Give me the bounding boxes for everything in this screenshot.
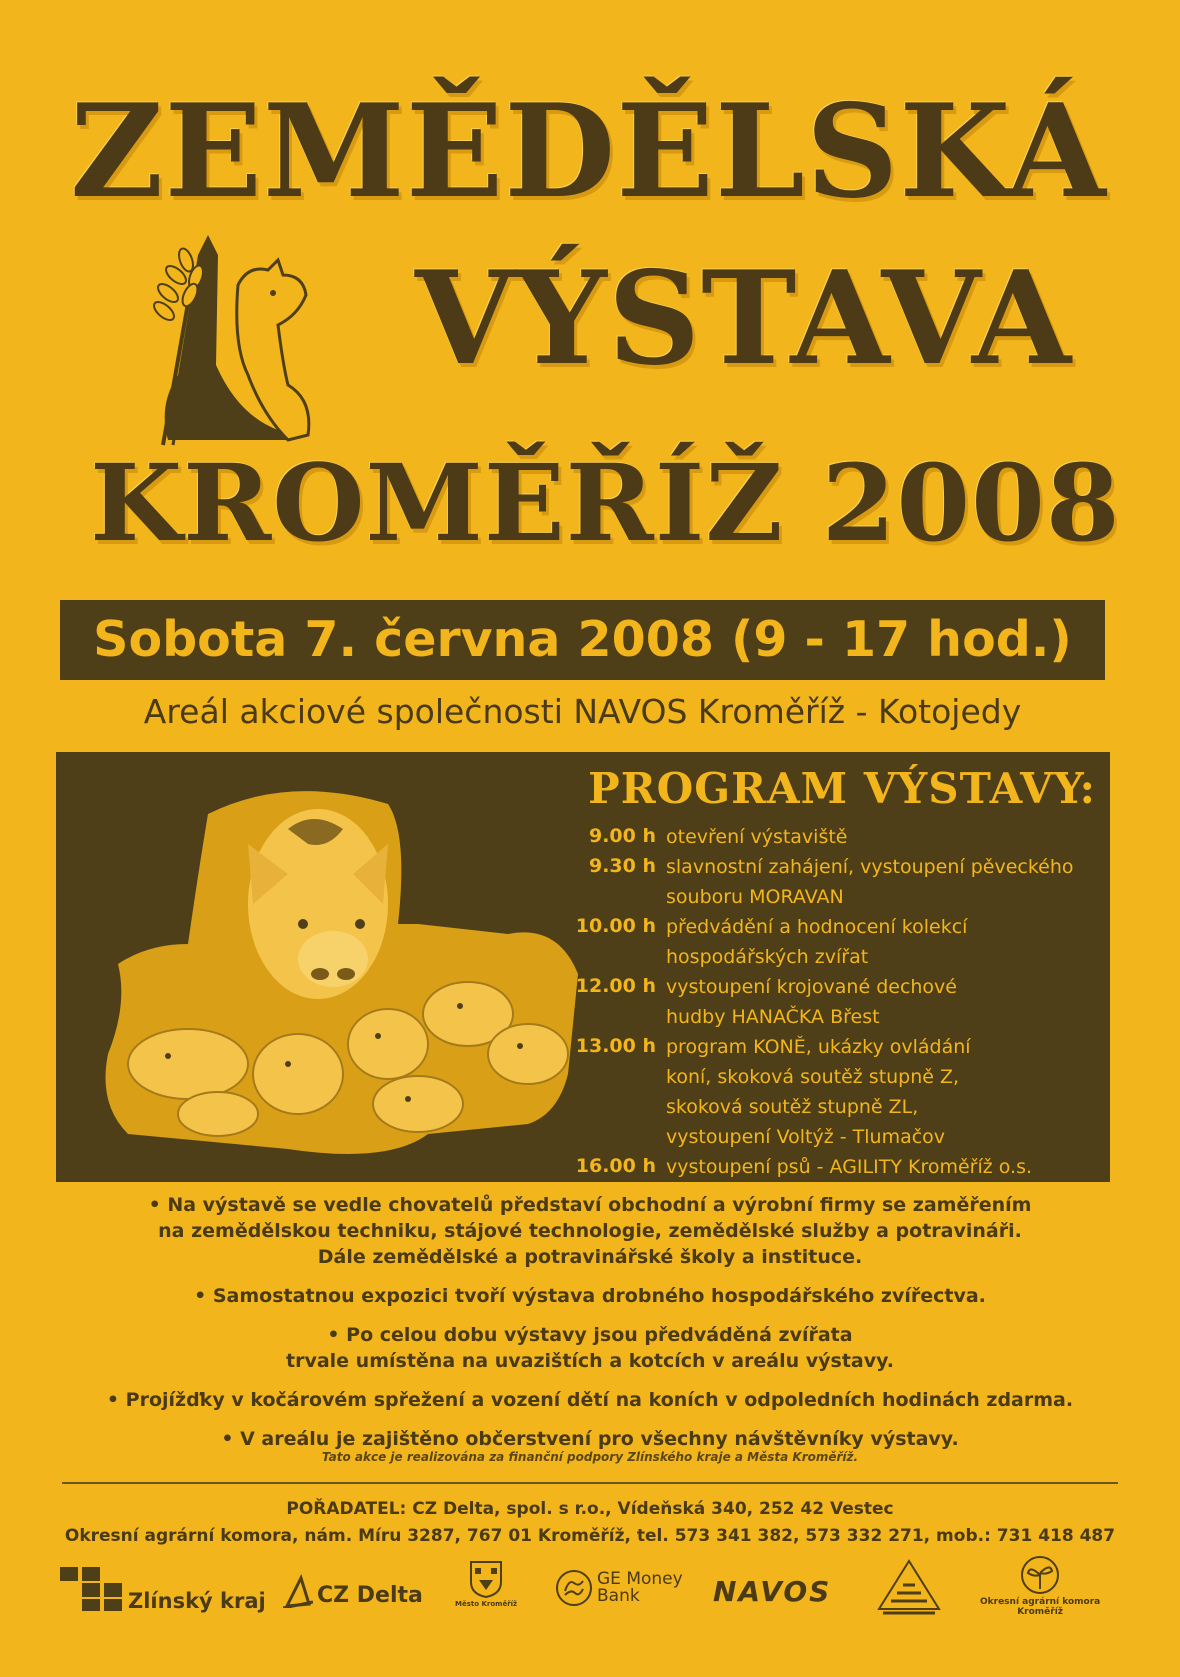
- info-line: • Samostatnou expozici tvoří výstava drobného hospodářského zvířectva.: [194, 1285, 986, 1307]
- info-bullet: [40, 1283, 1140, 1309]
- info-bullet: [40, 1192, 1140, 1270]
- info-line: • Projížďky v kočárovém spřežení a vození dětí na koních v odpoledních hodinách zdarma.: [106, 1389, 1074, 1411]
- schedule-row: [526, 852, 1106, 912]
- funding-note: Tato akce je realizována za finanční podpory Zlínského kraje a Města Kroměříž.: [321, 1450, 859, 1464]
- venue-line: Areál akciové společnosti NAVOS Kroměříž - Kotojedy: [143, 692, 1022, 731]
- schedule-row: [526, 912, 1106, 972]
- ge-money-bank-logo: [555, 1569, 683, 1607]
- schedule-description: [666, 1032, 1106, 1152]
- info-line: na zemědělskou techniku, stájové technologie, zemědělské služby a potravináři.: [158, 1220, 1022, 1242]
- wheat-cow-emblem-icon: [138, 215, 348, 455]
- schedule-row: [526, 1152, 1106, 1182]
- program-schedule: [526, 822, 1106, 1182]
- schedule-description: [666, 852, 1106, 912]
- schedule-line: hospodářských zvířat: [666, 946, 869, 968]
- zlinsky-kraj-label: Zlínský kraj: [128, 1589, 266, 1613]
- schedule-line: hudby HANAČKA Břest: [666, 1006, 880, 1028]
- schedule-time: 12.00 h: [575, 975, 656, 997]
- sponsor-logos: [55, 1555, 1135, 1655]
- schedule-line: program KONĚ, ukázky ovládání: [666, 1036, 971, 1058]
- info-line: • V areálu je zajištěno občerstvení pro všechny návštěvníky výstavy.: [221, 1428, 959, 1450]
- info-bullet: [40, 1387, 1140, 1413]
- schedule-row: [526, 822, 1106, 852]
- schedule-line: souboru MORAVAN: [666, 886, 844, 908]
- ge-icon: [555, 1569, 593, 1607]
- info-bullets: [40, 1192, 1140, 1465]
- navos-label: NAVOS: [713, 1575, 832, 1608]
- schedule-description: [666, 972, 1106, 1032]
- title-line-3: KROMĚŘÍŽ 2008: [90, 440, 1121, 565]
- schedule-row: [526, 972, 1106, 1032]
- ge-bank-label: Bank: [597, 1586, 640, 1606]
- schedule-time: 9.30 h: [588, 855, 656, 877]
- organizer-line-1: POŘADATEL: CZ Delta, spol. s r.o., Vídeňská 340, 252 42 Vestec: [286, 1499, 894, 1519]
- schedule-time: 10.00 h: [575, 915, 656, 937]
- oak-label-1: Okresní agrární komora: [980, 1597, 1101, 1607]
- sun-emblem-icon: [873, 1555, 945, 1615]
- zlinsky-kraj-icon: [60, 1567, 122, 1611]
- mesto-kromeriz-label: Město Kroměříž: [455, 1600, 518, 1608]
- sprout-icon: [1020, 1555, 1060, 1595]
- cz-delta-logo: [283, 1573, 423, 1608]
- mesto-kromeriz-logo: [455, 1560, 517, 1608]
- schedule-line: vystoupení Voltýž - Tlumačov: [666, 1126, 946, 1148]
- organizer-line-2: Okresní agrární komora, nám. Míru 3287, 767 01 Kroměříž, tel. 573 341 382, 573 332 271, mob.: 731 418 487: [64, 1526, 1116, 1546]
- divider: [62, 1482, 1118, 1484]
- okresni-agrarni-komora-logo: [980, 1555, 1100, 1617]
- info-bullet: [40, 1322, 1140, 1374]
- schedule-line: předvádění a hodnocení kolekcí: [666, 916, 968, 938]
- info-bullet: [40, 1426, 1140, 1452]
- info-line: • Na výstavě se vedle chovatelů představí obchodní a výrobní firmy se zaměřením: [148, 1194, 1032, 1216]
- schedule-line: koní, skoková soutěž stupně Z,: [666, 1066, 960, 1088]
- schedule-line: vystoupení psů - AGILITY Kroměříž o.s.: [666, 1156, 1033, 1178]
- navos-logo: [713, 1575, 831, 1608]
- organizer-block: [40, 1496, 1140, 1550]
- title-line-1: ZEMĚDĚLSKÁ: [70, 77, 1107, 227]
- program-title: PROGRAM VÝSTAVY:: [588, 764, 1096, 813]
- cz-delta-icon: [283, 1574, 313, 1608]
- schedule-line: slavnostní zahájení, vystoupení pěveckého: [666, 856, 1074, 878]
- cz-delta-label: CZ Delta: [317, 1583, 423, 1608]
- program-box: [56, 752, 1110, 1182]
- schedule-time: 9.00 h: [588, 825, 656, 847]
- info-line: trvale umístěna na uvazištích a kotcích v areálu výstavy.: [286, 1350, 894, 1372]
- oak-label-2: Kroměříž: [1017, 1607, 1064, 1617]
- schedule-description: [666, 822, 1106, 852]
- schedule-time: 13.00 h: [575, 1035, 656, 1057]
- schedule-line: skoková soutěž stupně ZL,: [666, 1096, 919, 1118]
- coat-of-arms-icon: [469, 1560, 503, 1598]
- schedule-description: [666, 912, 1106, 972]
- partner-emblem-logo: [873, 1555, 945, 1615]
- zlinsky-kraj-logo: [60, 1565, 266, 1613]
- info-line: • Po celou dobu výstavy jsou předváděná zvířata: [327, 1324, 853, 1346]
- ge-money-label: GE Money: [597, 1569, 683, 1589]
- schedule-line: otevření výstaviště: [666, 826, 848, 848]
- schedule-line: vystoupení krojované dechové: [666, 976, 957, 998]
- title-line-2: VÝSTAVA: [415, 244, 1073, 394]
- date-banner: Sobota 7. června 2008 (9 - 17 hod.): [60, 600, 1105, 680]
- info-line: Dále zemědělské a potravinářské školy a instituce.: [317, 1246, 863, 1268]
- schedule-time: 16.00 h: [575, 1155, 656, 1177]
- schedule-row: [526, 1032, 1106, 1152]
- schedule-description: [666, 1152, 1106, 1182]
